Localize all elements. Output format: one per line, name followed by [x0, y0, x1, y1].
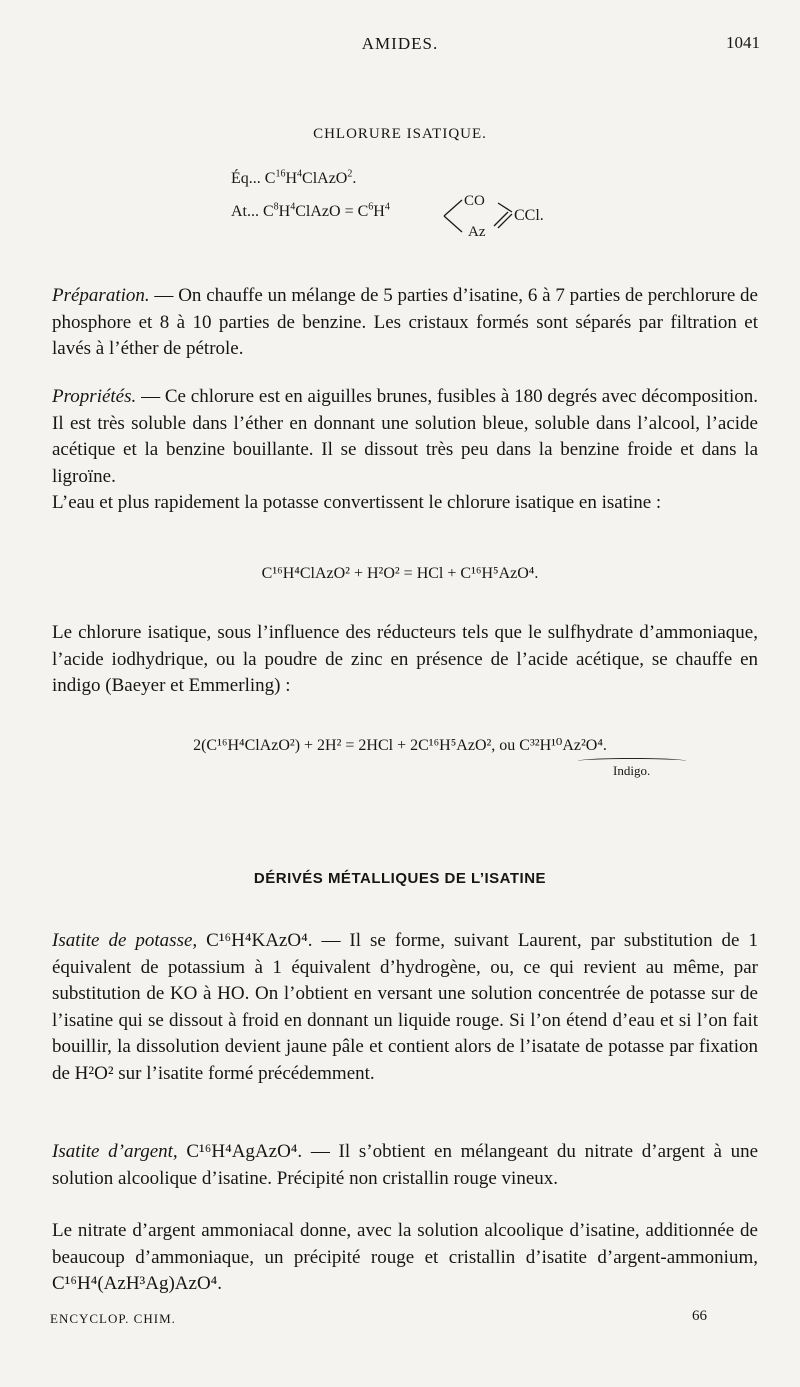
running-header: AMIDES.: [361, 34, 439, 53]
footer-signature: ENCYCLOP. CHIM.: [50, 1311, 176, 1326]
ammoniacal-nitrate-paragraph: Le nitrate d’argent ammoniacal donne, avec la solution alcoolique d’isatine, additionnée de beaucoup d’ammoniaque, un précipité rouge et cristallin d’isatite d’argent-ammonium, C¹⁶H⁴(AzH³Ag)AzO⁴.: [52, 1220, 758, 1294]
page-number: 1041: [726, 33, 760, 52]
section-title: CHLORURE ISATIQUE.: [313, 126, 487, 142]
properties-paragraph: Propriétés. — Ce chlorure est en aiguilles brunes, fusibles à 180 degrés avec décomposition. Il est très soluble dans l’éther en donnant une solution bleue, soluble dans l’alcool, l’acide acétique et la benzine bouillante. Il se dissout très peu dans la benzine froide et dans la ligroïne.: [52, 386, 758, 487]
derivatives-heading: DÉRIVÉS MÉTALLIQUES DE L’ISATINE: [253, 870, 547, 887]
reaction-indigo: 2(C¹⁶H⁴ClAzO²) + 2H² = 2HCl + 2C¹⁶H⁵AzO², ou C³²H¹⁰Az²O⁴.: [193, 737, 607, 754]
az-group: Az: [468, 224, 486, 240]
indigo-label: Indigo.: [613, 763, 651, 778]
water-conversion-paragraph: L’eau et plus rapidement la potasse convertissent le chlorure isatique en isatine :: [52, 492, 662, 513]
potassium-isatite-paragraph: Isatite de potasse, C¹⁶H⁴KAzO⁴. — Il se forme, suivant Laurent, par substitution de 1 équivalent de potassium à 1 équivalent d’hydrogène, ou, ce qui revient au même, par substitution de KO à HO. On l’obtient en versant une solution concentrée de potasse sur de l’isatine qui se dissout à froid en donnant un liquide rouge. Si l’on étend d’eau et si l’on fait bouillir, la dissolution devient jaune pâle et contient alors de l’isatate de potasse par fixation de H²O² sur l’isatite formé précédemment.: [52, 930, 758, 1084]
atomic-formula: At... $C^8H^4ClAzO = C^6H^4$: [231, 201, 390, 220]
reduction-paragraph: Le chlorure isatique, sous l’influence des réducteurs tels que le sulfhydrate d’ammoniaque, l’acide iodhydrique, ou la poudre de zinc en présence de l’acide acétique, se chauffe en indigo (Baeyer et Emmerling) :: [52, 622, 758, 696]
preparation-paragraph: Préparation. — On chauffe un mélange de 5 parties d’isatine, 6 à 7 parties de perchlorure de phosphore et 8 à 10 parties de benzine. Les cristaux formés sont séparés par filtration et lavés à l’éther de pétrole.: [52, 285, 758, 359]
footer-sheet-number: 66: [692, 1308, 707, 1324]
silver-isatite-paragraph: Isatite d’argent, C¹⁶H⁴AgAzO⁴. — Il s’obtient en mélangeant du nitrate d’argent à une solution alcoolique d’isatine. Précipité non cristallin rouge vineux.: [52, 1141, 759, 1189]
ccl-group: CCl.: [514, 207, 544, 224]
equivalent-formula: Éq... $C^{16}H^4ClAzO^2$.: [231, 168, 357, 187]
co-group: CO: [464, 193, 485, 209]
reaction-hydrolysis: C¹⁶H⁴ClAzO² + H²O² = HCl + C¹⁶H⁵AzO⁴.: [261, 565, 539, 582]
